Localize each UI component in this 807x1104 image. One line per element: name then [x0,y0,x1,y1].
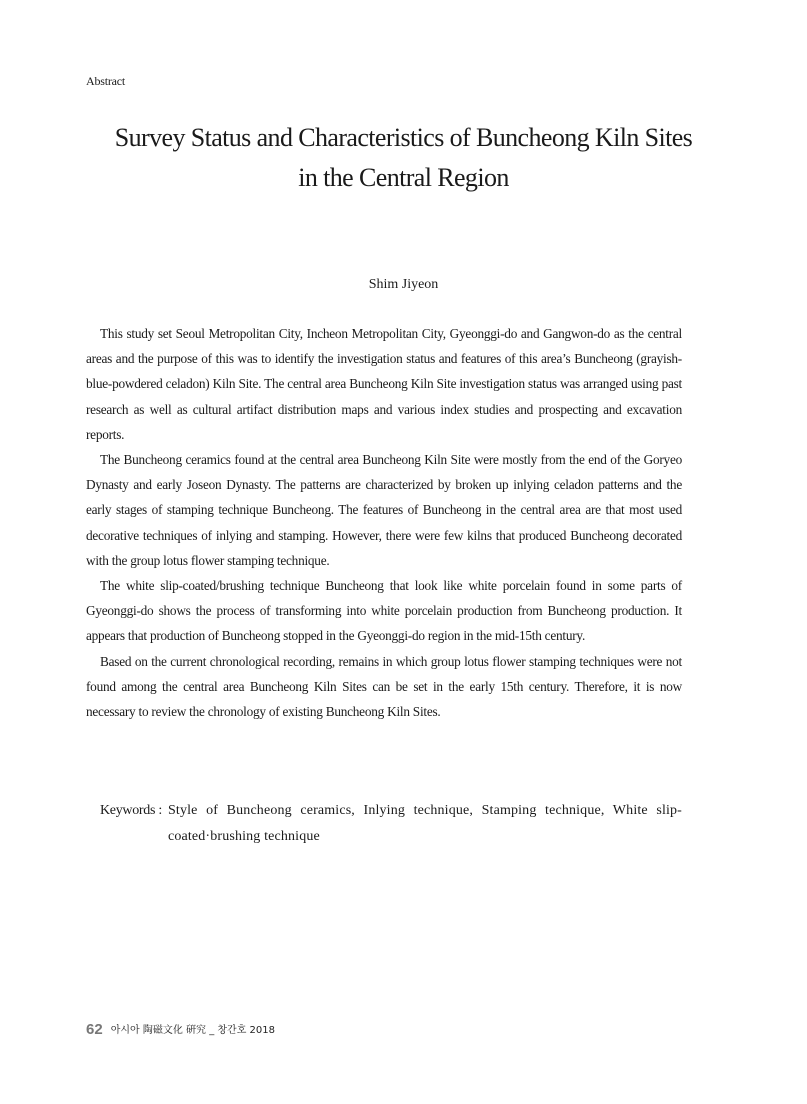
page-footer [86,1021,275,1038]
page-number: 62 [86,1021,103,1038]
title-line-2: in the Central Region [298,163,509,192]
title-line-1: Survey Status and Characteristics of Buncheong Kiln Sites [114,123,693,152]
author-name: Shim Jiyeon [368,277,439,292]
keywords-block [100,798,682,850]
abstract-paragraph-2: The Buncheong ceramics found at the central area Buncheong Kiln Site were mostly from the end of the Goryeo Dynasty and early Joseon Dynasty. The patterns are characterized by broken up inlying celadon patterns and the early stages of stamping technique Buncheong. The features of Buncheong in the central area are that most used decorative techniques of inlying and stamping. However, there were few kilns that produced Buncheong decorated with the group lotus flower stamping technique. [86,452,682,568]
abstract-paragraph-4: Based on the current chronological recording, remains in which group lotus flower stamping techniques were not found among the central area Buncheong Kiln Sites can be set in the early 15th century. Therefore, it is now necessary to review the chronology of existing Buncheong Kiln Sites. [86,653,682,720]
abstract-paragraph-3: The white slip-coated/brushing technique Buncheong that look like white porcelain found in some parts of Gyeonggi-do shows the process of transforming into white porcelain production from Buncheong production. It appears that production of Buncheong stopped in the Gyeonggi-do region in the mid-15th century. [86,578,682,644]
section-label: Abstract [86,74,126,88]
keywords-text: Style of Buncheong ceramics, Inlying technique, Stamping technique, White slip-coated·brushing technique [168,803,682,844]
keywords-label: Keywords : [100,803,162,818]
abstract-paragraph-1: This study set Seoul Metropolitan City, Incheon Metropolitan City, Gyeonggi-do and Gangwon-do as the central areas and the purpose of this was to identify the investigation status and features of this area’s Buncheong (grayish-blue-powdered celadon) Kiln Site. The central area Buncheong Kiln Site investigation status was arranged using past research as well as cultural artifact distribution maps and various index studies and prospecting and excavation reports. [86,326,682,442]
paper-title [0,118,807,198]
abstract-body [86,321,682,724]
journal-name: 아시아 陶磁文化 硏究 _ 창간호 2018 [110,1025,275,1036]
